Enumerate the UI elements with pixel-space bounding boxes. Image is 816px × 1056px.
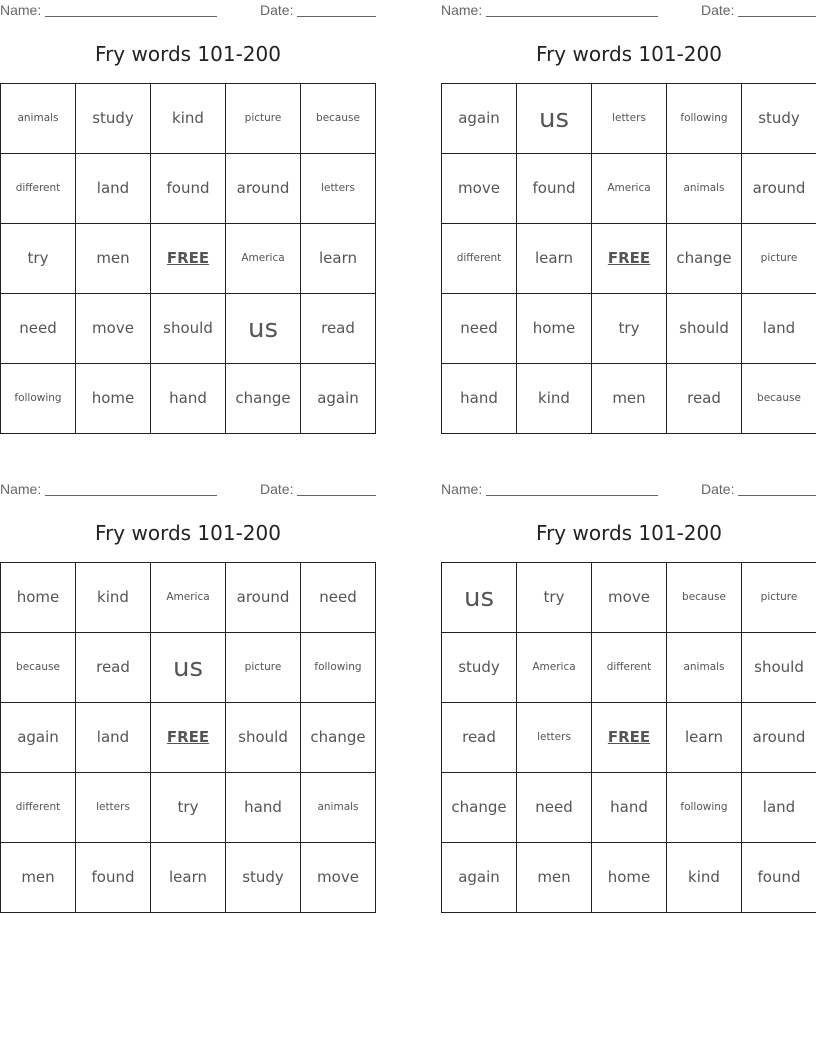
word-cell: America [151, 563, 226, 633]
date-blank-line[interactable] [738, 495, 816, 496]
word-cell: study [226, 843, 301, 913]
name-blank-line[interactable] [486, 495, 658, 496]
word-cell: us [517, 84, 592, 154]
word-cell: learn [667, 703, 742, 773]
card-header [0, 0, 376, 22]
word-cell: hand [592, 773, 667, 843]
word-cell: need [442, 294, 517, 364]
word-cell: hand [442, 364, 517, 434]
word-cell: home [517, 294, 592, 364]
word-cell: change [226, 364, 301, 434]
bingo-row [442, 633, 816, 703]
bingo-row [1, 224, 376, 294]
bingo-row [1, 563, 376, 633]
word-cell: following [667, 84, 742, 154]
word-cell: hand [151, 364, 226, 434]
word-cell: land [742, 294, 816, 364]
bingo-row [1, 843, 376, 913]
word-cell: try [1, 224, 76, 294]
word-cell: should [742, 633, 816, 703]
free-space-cell: FREE [592, 224, 667, 294]
word-cell: around [226, 154, 301, 224]
word-cell: try [151, 773, 226, 843]
card-header [0, 479, 376, 501]
bingo-row [442, 224, 816, 294]
word-cell: men [592, 364, 667, 434]
word-cell: study [76, 84, 151, 154]
word-cell: different [592, 633, 667, 703]
word-cell: following [667, 773, 742, 843]
word-cell: read [76, 633, 151, 703]
word-cell: learn [151, 843, 226, 913]
word-cell: because [742, 364, 816, 434]
date-blank-line[interactable] [738, 16, 816, 17]
word-cell: again [442, 84, 517, 154]
bingo-card-4 [441, 479, 816, 886]
word-cell: kind [517, 364, 592, 434]
word-cell: animals [1, 84, 76, 154]
word-cell: move [301, 843, 376, 913]
word-cell: around [226, 563, 301, 633]
word-cell: read [442, 703, 517, 773]
bingo-grid [0, 83, 376, 434]
word-cell: animals [667, 633, 742, 703]
bingo-row [1, 773, 376, 843]
word-cell: men [517, 843, 592, 913]
word-cell: letters [592, 84, 667, 154]
word-cell: letters [76, 773, 151, 843]
word-cell: need [1, 294, 76, 364]
word-cell: home [1, 563, 76, 633]
word-cell: different [1, 773, 76, 843]
word-cell: land [76, 703, 151, 773]
word-cell: found [742, 843, 816, 913]
word-cell: picture [742, 224, 816, 294]
name-blank-line[interactable] [45, 495, 217, 496]
card-title: Fry words 101-200 [95, 521, 281, 545]
bingo-row [442, 773, 816, 843]
word-cell: should [667, 294, 742, 364]
bingo-row [1, 154, 376, 224]
name-label: Name: [0, 481, 42, 497]
bingo-row [442, 364, 816, 434]
word-cell: letters [301, 154, 376, 224]
word-cell: move [442, 154, 517, 224]
free-space-cell: FREE [592, 703, 667, 773]
word-cell: need [301, 563, 376, 633]
word-cell: move [76, 294, 151, 364]
bingo-card-3 [0, 479, 376, 886]
word-cell: found [151, 154, 226, 224]
bingo-row [442, 703, 816, 773]
word-cell: different [442, 224, 517, 294]
word-cell: read [301, 294, 376, 364]
free-space-cell: FREE [151, 703, 226, 773]
name-label: Name: [441, 481, 483, 497]
word-cell: change [301, 703, 376, 773]
bingo-card-1 [0, 0, 376, 407]
word-cell: America [226, 224, 301, 294]
word-cell: us [151, 633, 226, 703]
word-cell: because [667, 563, 742, 633]
word-cell: try [592, 294, 667, 364]
word-cell: should [226, 703, 301, 773]
word-cell: kind [151, 84, 226, 154]
card-header [441, 479, 816, 501]
word-cell: because [1, 633, 76, 703]
word-cell: move [592, 563, 667, 633]
date-label: Date: [260, 2, 294, 18]
date-label: Date: [701, 2, 735, 18]
date-blank-line[interactable] [297, 495, 376, 496]
name-label: Name: [0, 2, 42, 18]
name-blank-line[interactable] [45, 16, 217, 17]
word-cell: again [1, 703, 76, 773]
word-cell: following [301, 633, 376, 703]
word-cell: try [517, 563, 592, 633]
bingo-row [1, 84, 376, 154]
word-cell: land [76, 154, 151, 224]
word-cell: following [1, 364, 76, 434]
word-cell: again [442, 843, 517, 913]
bingo-row [1, 703, 376, 773]
word-cell: animals [301, 773, 376, 843]
word-cell: study [442, 633, 517, 703]
bingo-row [442, 154, 816, 224]
word-cell: found [76, 843, 151, 913]
word-cell: around [742, 703, 816, 773]
card-title: Fry words 101-200 [95, 42, 281, 66]
date-blank-line[interactable] [297, 16, 376, 17]
card-title: Fry words 101-200 [536, 42, 722, 66]
card-title: Fry words 101-200 [536, 521, 722, 545]
word-cell: picture [226, 633, 301, 703]
word-cell: again [301, 364, 376, 434]
bingo-card-2 [441, 0, 816, 407]
bingo-row [442, 843, 816, 913]
word-cell: men [1, 843, 76, 913]
bingo-row [442, 84, 816, 154]
date-label: Date: [701, 481, 735, 497]
free-space-cell: FREE [151, 224, 226, 294]
word-cell: different [1, 154, 76, 224]
word-cell: America [517, 633, 592, 703]
word-cell: letters [517, 703, 592, 773]
word-cell: picture [226, 84, 301, 154]
word-cell: found [517, 154, 592, 224]
word-cell: change [667, 224, 742, 294]
bingo-grid [441, 83, 816, 434]
word-cell: land [742, 773, 816, 843]
word-cell: read [667, 364, 742, 434]
word-cell: us [442, 563, 517, 633]
card-header [441, 0, 816, 22]
word-cell: America [592, 154, 667, 224]
name-blank-line[interactable] [486, 16, 658, 17]
word-cell: learn [517, 224, 592, 294]
word-cell: kind [667, 843, 742, 913]
word-cell: home [592, 843, 667, 913]
bingo-grid [441, 562, 816, 913]
bingo-grid [0, 562, 376, 913]
word-cell: picture [742, 563, 816, 633]
word-cell: animals [667, 154, 742, 224]
bingo-row [442, 563, 816, 633]
bingo-row [1, 633, 376, 703]
word-cell: hand [226, 773, 301, 843]
bingo-row [1, 294, 376, 364]
date-label: Date: [260, 481, 294, 497]
word-cell: should [151, 294, 226, 364]
word-cell: study [742, 84, 816, 154]
bingo-row [1, 364, 376, 434]
word-cell: men [76, 224, 151, 294]
word-cell: around [742, 154, 816, 224]
word-cell: change [442, 773, 517, 843]
bingo-row [442, 294, 816, 364]
word-cell: because [301, 84, 376, 154]
word-cell: learn [301, 224, 376, 294]
word-cell: kind [76, 563, 151, 633]
name-label: Name: [441, 2, 483, 18]
word-cell: need [517, 773, 592, 843]
word-cell: home [76, 364, 151, 434]
word-cell: us [226, 294, 301, 364]
